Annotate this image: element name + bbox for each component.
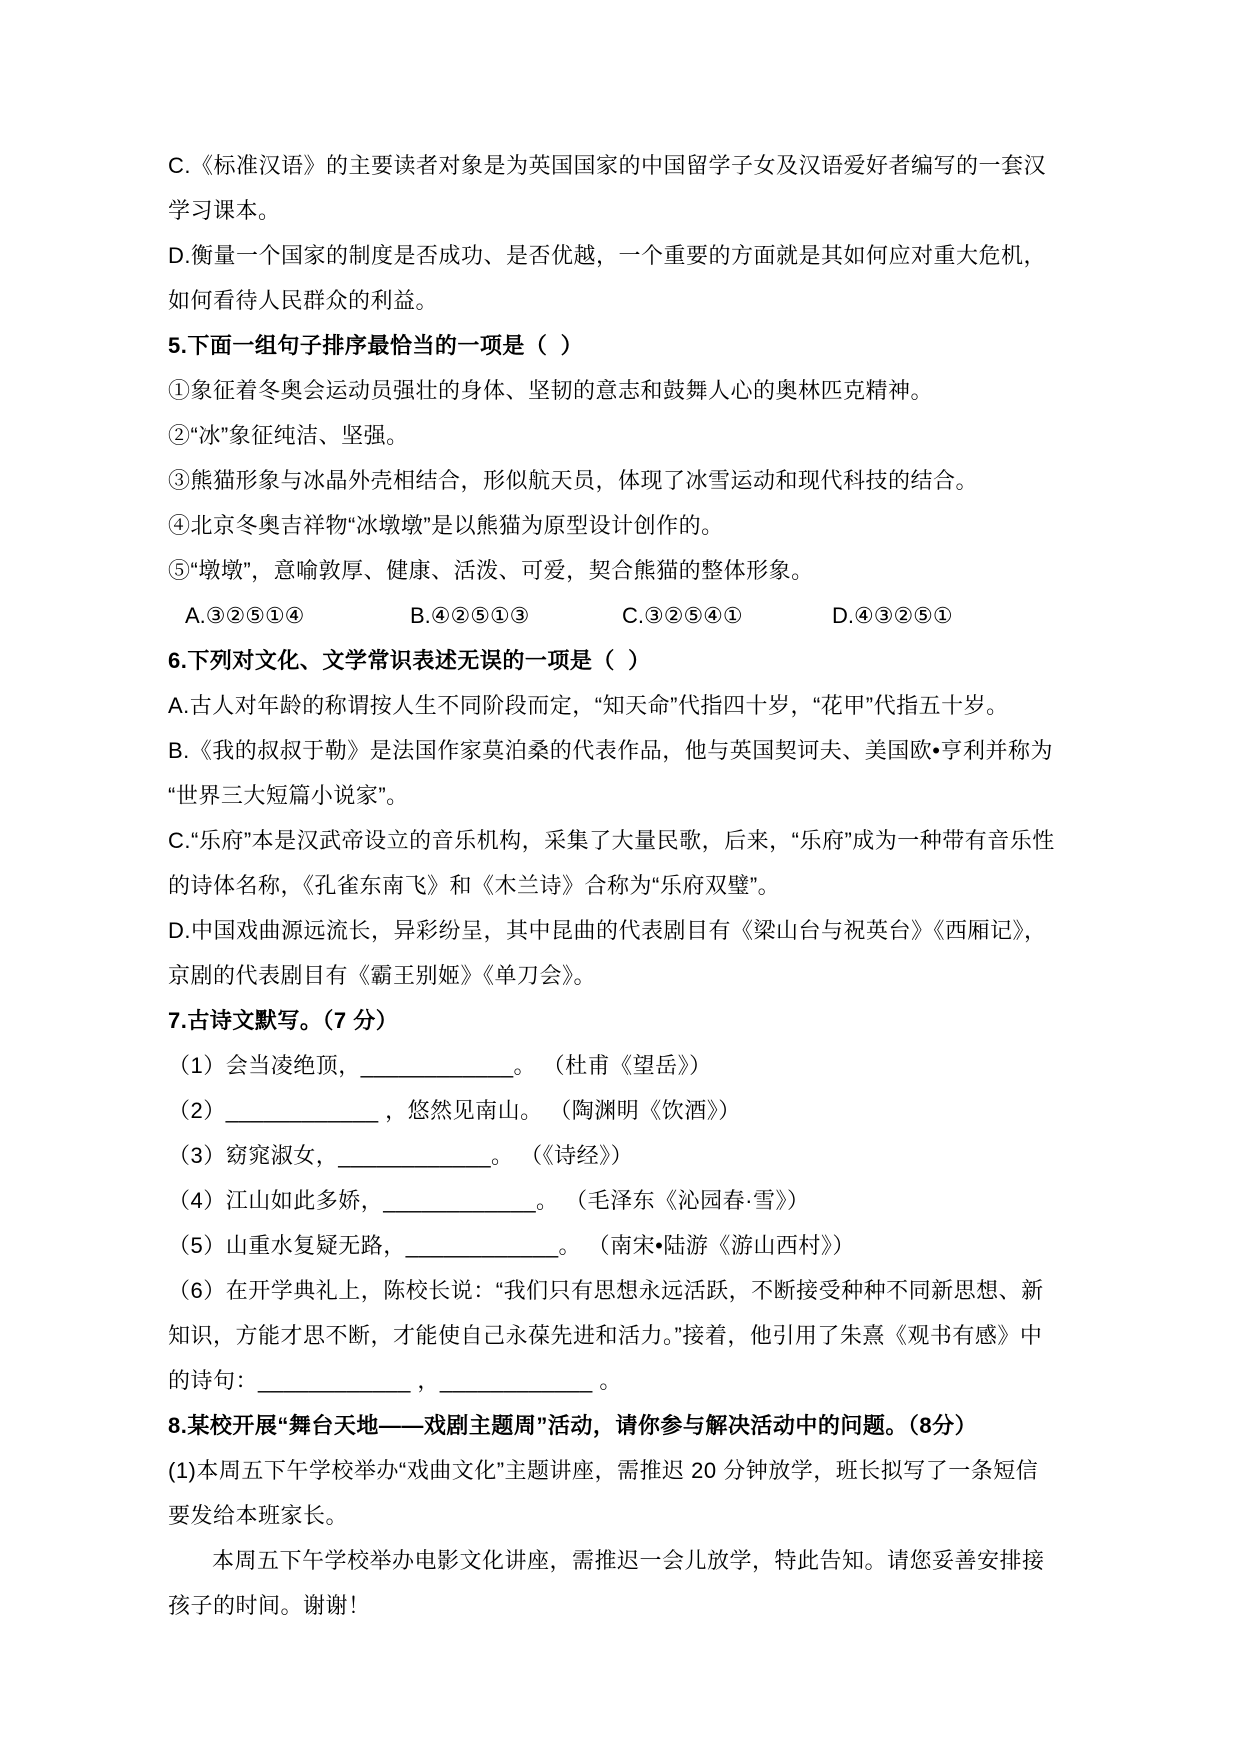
q7-item-6-line2: 知识，方能才思不断，才能使自己永葆先进和活力。”接着，他引用了朱熹《观书有感》中 <box>168 1323 1043 1348</box>
q8-message-line1: 本周五下午学校举办电影文化讲座，需推迟一会儿放学，特此告知。请您妥善安排接 <box>212 1548 1045 1573</box>
q7-item-1: （1）会当凌绝顶，____________。 （杜甫《望岳》） <box>168 1053 712 1078</box>
q6-option-b-line1: B.《我的叔叔于勒》是法国作家莫泊桑的代表作品，他与英国契诃夫、美国欧•亨利并称为 <box>168 738 1053 763</box>
q8-part1-line1: (1)本周五下午学校举办“戏曲文化”主题讲座，需推迟 20 分钟放学，班长拟写了一条短信 <box>168 1458 1039 1483</box>
q4-option-d-line2: 如何看待人民群众的利益。 <box>168 288 439 313</box>
q6-option-d-line2: 京剧的代表剧目有《霸王别姬》《单刀会》。 <box>168 963 597 988</box>
q6-option-c-line2: 的诗体名称，《孔雀东南飞》和《木兰诗》合称为“乐府双璧”。 <box>168 873 781 898</box>
q5-sentence-1: ①象征着冬奥会运动员强壮的身体、坚韧的意志和鼓舞人心的奥林匹克精神。 <box>168 378 934 403</box>
q5-option-c: C.③②⑤④① <box>622 603 743 628</box>
q5-option-b: B.④②⑤①③ <box>410 603 530 628</box>
q4-option-c-line1: C.《标准汉语》的主要读者对象是为英国国家的中国留学子女及汉语爱好者编写的一套汉 <box>168 153 1047 178</box>
q6-option-a: A.古人对年龄的称谓按人生不同阶段而定，“知天命”代指四十岁，“花甲”代指五十岁。 <box>168 693 1009 718</box>
q5-sentence-5: ⑤“墩墩”，意喻敦厚、健康、活泼、可爱，契合熊猫的整体形象。 <box>168 558 814 583</box>
q5-option-a: A.③②⑤①④ <box>185 603 305 628</box>
q4-option-d-line1: D.衡量一个国家的制度是否成功、是否优越，一个重要的方面就是其如何应对重大危机， <box>168 243 1047 268</box>
q5-sentence-4: ④北京冬奥吉祥物“冰墩墩”是以熊猫为原型设计创作的。 <box>168 513 724 538</box>
q5-sentence-2: ②“冰”象征纯洁、坚强。 <box>168 423 409 448</box>
q7-item-5: （5）山重水复疑无路，____________。 （南宋•陆游《游山西村》） <box>168 1233 855 1258</box>
q7-item-6-line1: （6）在开学典礼上，陈校长说：“我们只有思想永远活跃，不断接受种种不同新思想、新 <box>168 1278 1044 1303</box>
q6-option-c-line1: C.“乐府”本是汉武帝设立的音乐机构，采集了大量民歌，后来，“乐府”成为一种带有音乐性 <box>168 828 1055 853</box>
q6-stem: 6.下列对文化、文学常识表述无误的一项是（ ） <box>168 648 651 673</box>
q7-item-6-line3: 的诗句：____________ ，____________ 。 <box>168 1368 622 1393</box>
q8-message-line2: 孩子的时间。谢谢！ <box>168 1593 371 1618</box>
q7-stem: 7.古诗文默写。（7 分） <box>168 1008 399 1033</box>
q8-stem: 8.某校开展“舞台天地——戏剧主题周”活动，请你参与解决活动中的问题。（8分） <box>168 1413 978 1438</box>
q6-option-b-line2: “世界三大短篇小说家”。 <box>168 783 409 808</box>
q7-item-4: （4）江山如此多娇，____________。 （毛泽东《沁园春·雪》） <box>168 1188 810 1213</box>
q4-option-c-line2: 学习课本。 <box>168 198 281 223</box>
q8-part1-line2: 要发给本班家长。 <box>168 1503 349 1528</box>
q5-options-row <box>168 593 1072 638</box>
q5-option-d: D.④③②⑤① <box>832 603 953 628</box>
q5-stem: 5.下面一组句子排序最恰当的一项是（ ） <box>168 333 584 358</box>
q5-sentence-3: ③熊猫形象与冰晶外壳相结合，形似航天员，体现了冰雪运动和现代科技的结合。 <box>168 468 979 493</box>
q7-item-2: （2）____________ ，悠然见南山。 （陶渊明《饮酒》） <box>168 1098 741 1123</box>
q7-item-3: （3）窈窕淑女，____________。 （《诗经》） <box>168 1143 634 1168</box>
q6-option-d-line1: D.中国戏曲源远流长，异彩纷呈，其中昆曲的代表剧目有《梁山台与祝英台》《西厢记》， <box>168 918 1047 943</box>
